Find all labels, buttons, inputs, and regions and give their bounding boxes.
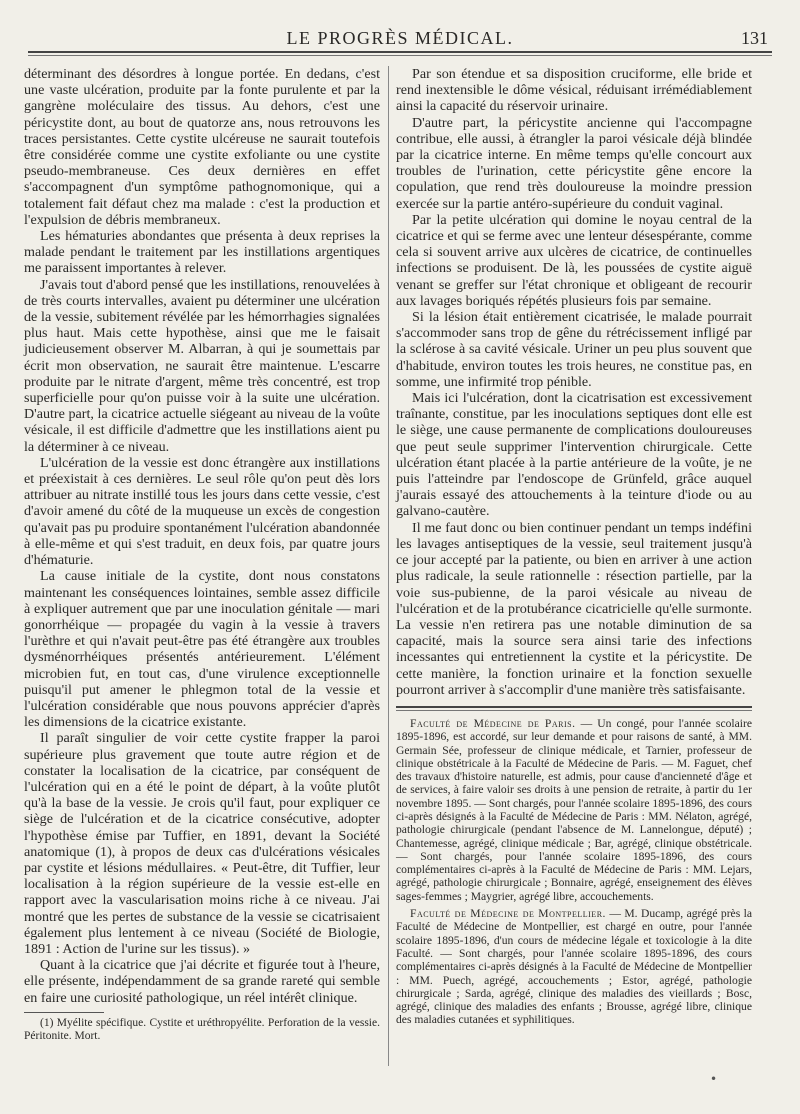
header-rule bbox=[28, 51, 772, 53]
page-number: 131 bbox=[741, 28, 768, 48]
news-item bbox=[396, 717, 752, 903]
news-heading: Faculté de Médecine de Montpellier. bbox=[410, 907, 606, 921]
paragraph: Il paraît singulier de voir cette cystite frapper la paroi supérieure plus gravement que toute autre région et de constater la localisation de la cicatrice, par conséquent de l'ulcération qui en a été le point de départ, à la voûte plutôt qu'à la base de la vessie. Je crois qu'il faut, pour expliquer ce siège de l'ulcération et de la cicatrice consécutive, adopter l'hypothèse émise par Tuffier, en 1891, devant la Société anatomique (1), à propos de deux cas d'ulcérations vésicales par cystite et lésions médullaires. « Peut-être, dit Tuffier, leur localisation à la région supérieure de la vessie est-elle en rapport avec la vascularisation moins riche à ce niveau. J'ai montré que les pertes de substance de la vessie se cicatrisaient également plus lentement à ce niveau (Société de Biologie, 1891 : Action de l'urine sur les tissus). » bbox=[24, 730, 380, 957]
paragraph: Les hématuries abondantes que présenta à deux reprises la malade pendant le traitement par les instillations argentiques me paraissent importantes à relever. bbox=[24, 228, 380, 277]
paragraph: Par la petite ulcération qui domine le noyau central de la cicatrice et qui se ferme avec une lenteur désespérante, comme cela si souvent arrive aux ulcères de cicatrice, de continuelles infections se produisent. De là, les poussées de cystite aiguë venant se greffer sur l'état chronique et obligeant de recourir aux lavages boriqués répétés plusieurs fois par semaine. bbox=[396, 211, 752, 309]
page-header bbox=[28, 24, 772, 50]
paragraph: Par son étendue et sa disposition cruciforme, elle bride et rend inextensible le dôme vésical, réduisant irrémédiablement ainsi la capacité du réservoir urinaire. bbox=[396, 66, 752, 115]
footnote-rule bbox=[24, 1012, 104, 1013]
news-section-rule-thin bbox=[396, 710, 752, 711]
news-section bbox=[396, 717, 752, 1027]
news-item bbox=[396, 907, 752, 1027]
header-rule-thin bbox=[28, 55, 772, 56]
news-heading: Faculté de Médecine de Paris. bbox=[410, 716, 576, 730]
footnote: (1) Myélite spécifique. Cystite et uréthropyélite. Perforation de la vessie. Péritonite. Mort. bbox=[24, 1016, 380, 1042]
column-divider bbox=[388, 66, 389, 1066]
paragraph: Si la lésion était entièrement cicatrisée, le malade pourrait s'accommoder sans trop de gêne du rétrécissement infligé par la sclérose à sa cavité vésicale. Uriner un peu plus souvent que d'habitude, environ toutes les trois heures, ne constitue pas, en somme, une infirmité trop pénible. bbox=[396, 309, 752, 390]
left-column bbox=[24, 66, 380, 1043]
paragraph: déterminant des désordres à longue portée. En dedans, c'est une vaste ulcération, produite par la fonte purulente et par la gangrène moléculaire des tissus. Au dehors, c'est une péricystite dont, au bout de quatorze ans, nous retrouvons les traces persistantes. Cette cystite ulcéreuse ne saurait toutefois être considérée comme une cystite exfoliante ou une cystite pseudo-membraneuse. Ces deux dernières en effet s'accompagnent d'un symptôme pathognomonique, qui a totalement fait défaut chez ma malade : c'est la production et l'expulsion de débris membraneux. bbox=[24, 66, 380, 228]
paragraph: J'avais tout d'abord pensé que les instillations, renouvelées à de très courts intervalles, avaient pu déterminer une ulcération de la vessie, subitement révélée par les hémorrhagies signalées plus haut. Mais cette hypothèse, ainsi que me le faisait judicieusement observer M. Albarran, à qui je soumettais par écrit mon observation, ne saurait être maintenue. L'escarre produite par le nitrate d'argent, même très concentré, est trop superficielle pour qu'on puisse voir à la suite une ulcération. D'autre part, la cicatrice actuelle siégeant au niveau de la voûte vésicale, il est difficile d'admettre que les instillations aient pu la déterminer à ce niveau. bbox=[24, 276, 380, 455]
right-column bbox=[396, 66, 752, 1031]
paragraph: D'autre part, la péricystite ancienne qui l'accompagne contribue, elle aussi, à étrangler la paroi vésicale déjà blindée par la cicatrice interne. En même temps qu'elle concourt aux troubles de l'urination, cette péricystite gêne encore la copulation, que rend très douloureuse la moindre pression exercée sur la partie antéro-supérieure du conduit vaginal. bbox=[396, 114, 752, 212]
bullet-mark: • bbox=[710, 1072, 718, 1086]
news-section-rule bbox=[396, 706, 752, 708]
paragraph: Mais ici l'ulcération, dont la cicatrisation est excessivement traînante, constitue, par les inoculations septiques dont elle est le siège, une cause permanente de complications douloureuses que peut seule supprimer l'intervention chirurgicale. Cette ulcération étant placée à la partie antérieure de la voûte, je ne puis l'atteindre par l'endoscope de Grünfeld, grâce auquel j'aurais essayé des attouchements à la teinture d'iode ou au galvano-cautère. bbox=[396, 390, 752, 520]
news-text: — M. Ducamp, agrégé près la Faculté de Médecine de Montpellier, est chargé en outre, pour l'année scolaire 1895-1896, d'un cours de médecine légale et toxicologie à la dite Faculté. — Sont chargés, pour l'année scolaire 1895-1896, des cours complémentaires ci-après désignés à la Faculté de Médecine de Montpellier : MM. Puech, agrégé, accouchements ; Estor, agrégé, pathologie chirurgicale ; Sarda, agrégé, clinique des maladies des vieillards ; Bosc, agrégé, clinique des maladies des enfants ; Brousse, agrégé libre, clinique des maladies cutanées et syphilitiques. bbox=[396, 907, 752, 1027]
news-text: — Un congé, pour l'année scolaire 1895-1896, est accordé, sur leur demande et pour raisons de santé, à MM. Germain Sée, professeur de clinique médicale, et Tarnier, professeur de clinique obstétricale à la Faculté de Médecine de Paris. — M. Faguet, chef des travaux d'histoire naturelle, est admis, pour cause d'ancienneté d'âge et de services, à faire valoir ses droits à une pension de retraite, à partir du 1er novembre 1895. — Sont chargés, pour l'année scolaire 1895-1896, des cours ci-après désignés à la Faculté de Médecine de Paris : MM. Nélaton, agrégé, pathologie chirurgicale (pendant l'absence de M. Lannelongue, député) ; Chantemesse, agrégé, clinique médicale ; Bar, agrégé, clinique obstétricale. — Sont chargés, pour l'année scolaire 1895-1896, des cours complémentaires ci-après à la Faculté de Médecine de Paris : MM. Lejars, agrégé, pathologie chirurgicale ; Bonnaire, agrégé, enseignement des élèves sages-femmes ; Maygrier, agrégé libre, accouchements. bbox=[396, 716, 752, 903]
paragraph: Il me faut donc ou bien continuer pendant un temps indéfini les lavages antiseptiques de la vessie, seul traitement jusqu'à ce jour accepté par la patiente, ou bien en arriver à une action plus radicale, la seule rationnelle : résection partielle, par la voie sus-pubienne, de la paroi vésicale au niveau de l'ulcération et de la protubérance cicatricielle qu'elle surmonte. La vessie n'en retirera pas une notable diminution de sa capacité, mais la source sera ainsi tarie des infections incessantes qui entretiennent la cystite et la péricystite. De cette manière, la fonction urinaire et la fonction sexuelle pourront arriver à s'accomplir d'une manière très satisfaisante. bbox=[396, 519, 752, 698]
paragraph: Quant à la cicatrice que j'ai décrite et figurée tout à l'heure, elle présente, indépendamment de sa grande rareté qui semble en faire une curiosité pathologique, un réel intérêt clinique. bbox=[24, 957, 380, 1006]
paragraph: La cause initiale de la cystite, dont nous constatons maintenant les conséquences lointaines, semble assez difficile à expliquer autrement que par une inoculation génitale — mari gonorrhéique — propagée du vagin à la vessie à travers l'urèthre et qui n'avait peut-être pas été étrangère aux troubles dysménorrhéiques présentés antérieurement. L'élément microbien fut, en tout cas, d'une virulence exceptionnelle puisqu'il put amener le phlegmon total de la vessie et l'ulcération considérable que nous pouvons apprécier d'après les dimensions de la cicatrice existante. bbox=[24, 568, 380, 731]
running-title: LE PROGRÈS MÉDICAL. bbox=[286, 28, 514, 48]
paragraph: L'ulcération de la vessie est donc étrangère aux instillations et préexistait à ces dernières. Le seul rôle qu'on peut dès lors attribuer au nitrate instillé tous les jours dans cette vessie, c'est d'avoir amené du côté de la muqueuse un excès de congestion qu'avait pas pu produire spontanément l'ulcération abandonnée à elle-même et qui s'est traduit, en deux fois, par quatre jours d'hématurie. bbox=[24, 454, 380, 569]
